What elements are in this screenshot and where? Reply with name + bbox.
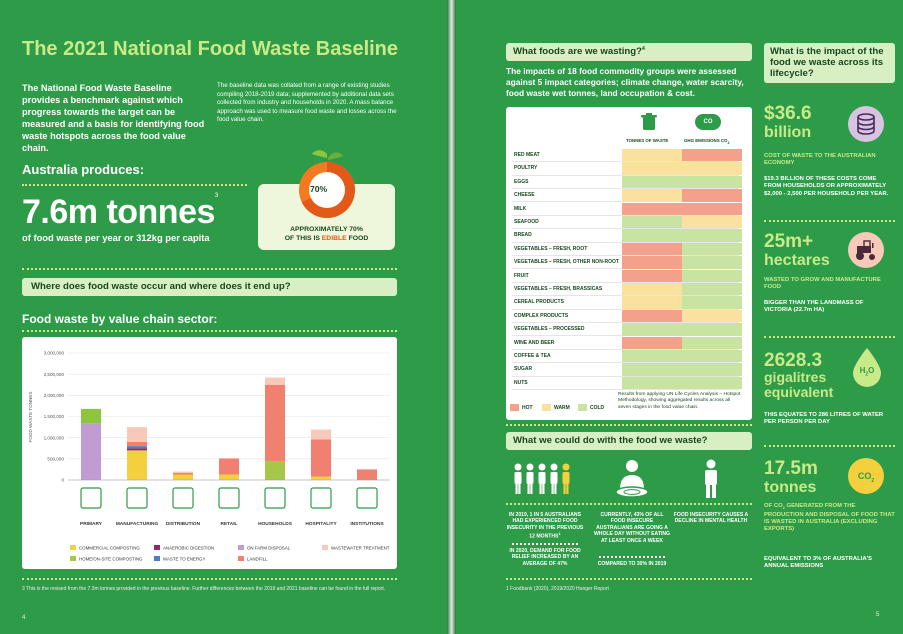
- what-foods-title: What foods are we wasting?: [513, 46, 642, 58]
- co2-unit: tonnes: [764, 479, 817, 496]
- heatmap-cell-tonnes: [622, 189, 682, 201]
- bar-segment: [81, 409, 101, 424]
- legend-label: LANDFILL: [247, 556, 268, 562]
- dotted-divider: [506, 424, 752, 426]
- legend-swatch: [322, 545, 328, 550]
- heatmap-cell-ghg: [682, 216, 742, 228]
- heatmap-row-label: SEAFOOD: [514, 219, 539, 225]
- cost-value: $36.6: [764, 103, 812, 124]
- heatmap-cell-ghg: [682, 162, 742, 174]
- category-icon: [311, 488, 331, 508]
- heatmap-cell-ghg: [682, 363, 742, 375]
- co2-icon: [848, 458, 884, 494]
- heatmap-row-label: VEGETABLES – PROCESSED: [514, 326, 585, 333]
- category-icon: [219, 488, 239, 508]
- heatmap-col-tonnes: TONNES OF WASTE: [626, 138, 669, 143]
- empty-plate-icon: [613, 459, 651, 499]
- legend-swatch-hot: [510, 404, 519, 411]
- category-icon: [265, 488, 285, 508]
- heatmap-cell-tonnes: [622, 229, 682, 241]
- heatmap-row-label: EGGS: [514, 178, 529, 185]
- cost-unit: billion: [764, 124, 812, 141]
- heatmap-cell-ghg: [682, 256, 742, 268]
- category-label: HOSPITALITY: [305, 522, 337, 527]
- heatmap-cell-ghg: [682, 283, 742, 295]
- footnote-marker: 3: [214, 193, 218, 199]
- edible-caption: [258, 225, 395, 243]
- intro-main-text: The National Food Waste Baseline provides a benchmark against which progress towards the target can be measured and a basis for identifying food waste hotspots across the food value chain.: [22, 83, 205, 153]
- heatmap-row: [512, 323, 739, 336]
- land-stat: [764, 232, 830, 270]
- heatmap-cell-ghg: [682, 310, 742, 322]
- cost-text: $19.3 BILLION OF THESE COSTS COME FROM HOUSEHOLDS OR APPROXIMATELY $2,000 - 2,500 PER HOUSEHOLD PER YEAR.: [764, 176, 889, 197]
- heatmap-cell-tonnes: [622, 323, 682, 335]
- legend-swatch: [154, 545, 160, 550]
- edible-caption-line1: APPROXIMATELY 70%: [290, 226, 363, 233]
- heatmap-cell-tonnes: [622, 162, 682, 174]
- heatmap-row-label: VEGETABLES – FRESH, BRASSICAS: [514, 286, 603, 292]
- left-footnote: 3 This is the revised from the 7.3m tonnes provided in the previous baseline. Further differences between the 2019 and 2021 baseline can be found in the full report.: [22, 586, 386, 592]
- edible-food-panel: [258, 184, 395, 250]
- heatmap-cell-tonnes: [622, 203, 682, 215]
- subscript: 2: [727, 140, 730, 145]
- co2-label-start: OF CO: [764, 503, 783, 509]
- legend-swatch-warm: [542, 404, 551, 411]
- total-waste-subtitle: of food waste per year or 312kg per capita: [22, 232, 210, 243]
- subscript: 2: [865, 371, 869, 378]
- water-unit-2: equivalent: [764, 384, 834, 400]
- page-gutter: [447, 0, 456, 634]
- co2-icon-label: [848, 458, 884, 499]
- legend-hot: HOT: [522, 405, 533, 411]
- co2-value: 17.5m: [764, 458, 818, 479]
- dotted-divider: [764, 336, 895, 338]
- heatmap-row-label: RED MEAT: [514, 152, 540, 158]
- page-number-right: 5: [876, 612, 880, 618]
- water-unit: gigalitres: [764, 369, 827, 385]
- dotted-divider: [22, 578, 397, 580]
- page-title: The 2021 National Food Waste Baseline: [22, 38, 399, 60]
- bar-segment: [127, 450, 147, 480]
- heatmap-cell-ghg: [682, 176, 742, 188]
- bar-segment: [81, 424, 101, 480]
- what-we-could-do-banner: What we could do with the food we waste?: [506, 432, 752, 450]
- co2-stat: [764, 459, 818, 497]
- heatmap-cell-tonnes: [622, 350, 682, 362]
- food-insecurity-stat: [506, 512, 584, 540]
- y-tick-label: 500,000: [47, 456, 64, 462]
- co2-cloud-icon: CO: [695, 114, 721, 130]
- cost-label: COST OF WASTE TO THE AUSTRALIAN ECONOMY: [764, 153, 876, 167]
- co2-label-rest: GENERATED FROM THE PRODUCTION AND DISPOSAL OF FOOD THAT IS WASTED IN AUSTRALIA (EXCLUDING EXPORTS): [764, 503, 895, 533]
- value-chain-chart: [22, 337, 397, 569]
- food-relief-stat: IN 2020, DEMAND FOR FOOD RELIEF INCREASED BY AN AVERAGE OF 47%: [509, 548, 581, 567]
- heatmap-cell-ghg: [682, 229, 742, 241]
- mental-health-stat: FOOD INSECURITY CAUSES A DECLINE IN MENTAL HEALTH: [673, 512, 749, 525]
- category-label: RETAIL: [220, 522, 238, 527]
- bar-segment: [265, 461, 285, 480]
- heatmap-row: [512, 337, 739, 350]
- footnote-marker: 1: [558, 531, 561, 537]
- land-value: 25m+: [764, 231, 814, 252]
- y-tick-label: 2,500,000: [43, 371, 64, 377]
- legend-swatch: [238, 545, 244, 550]
- tractor-icon: [848, 232, 884, 268]
- legend-swatch: [154, 556, 160, 561]
- co2-icon-text: CO: [857, 471, 872, 481]
- land-unit: hectares: [764, 252, 830, 269]
- heatmap-row-label: VEGETABLES – FRESH, OTHER NON-ROOT: [514, 259, 619, 266]
- heatmap-row-label: POULTRY: [514, 165, 538, 172]
- co2-label: [764, 503, 895, 534]
- land-text: BIGGER THAN THE LANDMASS OF VICTORIA (22.7m HA): [764, 300, 864, 314]
- h2o-label: [854, 366, 880, 378]
- people-group-icon: [512, 462, 574, 496]
- heatmap-cell-ghg: [682, 337, 742, 349]
- dotted-divider: [764, 220, 895, 222]
- heatmap-cell-tonnes: [622, 296, 682, 308]
- h-letter: H: [859, 366, 866, 375]
- y-tick-label: 0: [61, 477, 64, 483]
- heatmap-row-label: CHEESE: [514, 192, 535, 199]
- heatmap-row: [512, 283, 739, 296]
- heatmap-row-label: SUGAR: [514, 366, 533, 373]
- heatmap-row: [512, 377, 739, 390]
- y-tick-label: 1,500,000: [43, 414, 64, 420]
- heatmap-note: Results from applying UN Life Cycles Analysis – Hotspot Methodology, showing aggregated results across all seven stages in the food value chain.: [618, 392, 741, 410]
- heatmap-row: [512, 270, 739, 283]
- bar-segment: [311, 430, 331, 440]
- edible-highlight: EDIBLE: [321, 235, 347, 242]
- bar-segment: [265, 378, 285, 385]
- left-page: [0, 0, 447, 634]
- heatmap-row: [512, 203, 739, 216]
- coins-icon: [848, 106, 884, 142]
- bar-segment: [127, 446, 147, 448]
- footnote-marker: 4: [642, 46, 645, 52]
- bar-segment: [219, 474, 239, 480]
- y-tick-label: 2,000,000: [43, 392, 64, 398]
- edible-caption-line2: OF THIS IS: [284, 235, 320, 242]
- subscript: 2: [871, 477, 875, 484]
- heatmap-cell-ghg: [682, 296, 742, 308]
- heatmap-row: [512, 296, 739, 309]
- edible-percent: 70%: [310, 184, 328, 194]
- lifecycle-impact-banner: What is the impact of the food we waste across its lifecycle?: [764, 43, 895, 83]
- where-waste-banner: Where does food waste occur and where does it end up?: [22, 278, 397, 296]
- dotted-divider: [506, 578, 752, 580]
- heatmap-row-label: COMPLEX PRODUCTS: [514, 312, 569, 319]
- category-label: MANUFACTURING: [115, 522, 159, 527]
- bar-segment: [173, 472, 193, 473]
- heatmap-row: [512, 189, 739, 202]
- category-icon: [81, 488, 101, 508]
- heatmap-row-label: BREAD: [514, 232, 532, 239]
- legend-label: ON FARM DISPOSAL: [247, 545, 291, 551]
- dotted-divider: [764, 445, 895, 447]
- heatmap-row: [512, 350, 739, 363]
- o-letter: O: [868, 366, 875, 375]
- legend-label: ANAEROBIC DIGESTION: [163, 545, 215, 551]
- day-without-eating-stat: CURRENTLY, 43% OF ALL FOOD INSECURE AUSTRALIANS ARE GOING A WHOLE DAY WITHOUT EATING AT LEAST ONCE A WEEK: [593, 512, 671, 544]
- person-icon: [700, 459, 722, 499]
- bar-segment: [127, 442, 147, 446]
- category-label: PRIMARY: [80, 522, 102, 527]
- heatmap-cell-ghg: [682, 243, 742, 255]
- cost-stat: [764, 104, 812, 142]
- bar-segment: [127, 448, 147, 450]
- y-tick-label: 1,000,000: [43, 435, 64, 441]
- heatmap-cell-tonnes: [622, 310, 682, 322]
- dotted-divider: [22, 184, 247, 186]
- legend-warm: WARM: [554, 405, 570, 411]
- dotted-divider: [512, 543, 578, 545]
- bin-icon: [641, 113, 657, 131]
- commodity-heatmap: [506, 107, 752, 420]
- legend-swatch: [238, 556, 244, 561]
- water-stat: [764, 351, 833, 400]
- bar-segment: [219, 458, 239, 474]
- bar-segment: [127, 427, 147, 442]
- heatmap-cell-tonnes: [622, 149, 682, 161]
- dotted-divider: [599, 556, 665, 558]
- water-value: 2628.3: [764, 350, 823, 371]
- legend-label: WASTEWATER TREATMENT: [331, 545, 390, 551]
- heatmap-row-label: FRUIT: [514, 272, 529, 279]
- heatmap-cell-tonnes: [622, 377, 682, 389]
- category-label: DISTRIBUTION: [165, 522, 201, 527]
- right-page: [456, 0, 903, 634]
- category-label: INSTITUTIONS: [350, 522, 384, 527]
- heatmap-row-label: WINE AND BEER: [514, 339, 555, 346]
- legend-label: COMMERCIAL COMPOSTING: [79, 545, 140, 551]
- dotted-divider: [506, 503, 752, 505]
- legend-label: WASTE TO ENERGY: [163, 556, 206, 562]
- bar-segment: [173, 474, 193, 480]
- heatmap-row-label: NUTS: [514, 379, 528, 386]
- legend-cold: COLD: [590, 405, 605, 411]
- food-insecurity-text: IN 2019, 1 IN 5 AUSTRALIANS HAD EXPERIENCED FOOD INSECURITY IN THE PREVIOUS 12 MONTHS: [506, 512, 584, 540]
- compared-stat: COMPARED TO 30% IN 2019: [597, 561, 667, 567]
- edible-caption-end: FOOD: [348, 235, 369, 242]
- value-chain-chart-svg: [22, 337, 397, 569]
- bar-segment: [173, 473, 193, 475]
- australia-produces-heading: Australia produces:: [22, 162, 145, 177]
- category-icon: [127, 488, 147, 508]
- bar-segment: [357, 469, 377, 480]
- heatmap-row: [512, 229, 739, 242]
- heatmap-row-label: MILK: [514, 205, 527, 212]
- bar-segment: [311, 477, 331, 480]
- heatmap-row: [512, 363, 739, 376]
- heatmap-row-label: CEREAL PRODUCTS: [514, 299, 564, 306]
- bar-segment: [311, 439, 331, 476]
- heatmap-row-label: VEGETABLES – FRESH, ROOT: [514, 245, 588, 252]
- what-foods-intro: The impacts of 18 food commodity groups were assessed against 5 impact categories; climate change, water scarcity, food waste wet tonnes, land occupation & cost.: [506, 66, 744, 98]
- heatmap-row: [512, 149, 739, 162]
- right-footnote: 1 Foodbank (2020), 2019/2020 Hunger Report: [506, 586, 609, 592]
- category-icon: [357, 488, 377, 508]
- heatmap-cell-tonnes: [622, 176, 682, 188]
- legend-swatch: [70, 545, 76, 550]
- heatmap-row-label: COFFEE & TEA: [514, 353, 551, 359]
- legend-swatch: [70, 556, 76, 561]
- heatmap-row: [512, 176, 739, 189]
- heatmap-cell-ghg: [682, 189, 742, 201]
- heatmap-row: [512, 216, 739, 229]
- y-tick-label: 3,000,000: [43, 350, 64, 356]
- heatmap-row: [512, 310, 739, 323]
- heatmap-row: [512, 162, 739, 175]
- legend-label: HOME/ON-SITE COMPOSTING: [79, 556, 143, 562]
- heatmap-cell-ghg: [682, 350, 742, 362]
- heatmap-row: [512, 243, 739, 256]
- dotted-divider: [22, 268, 397, 270]
- category-icon: [173, 488, 193, 508]
- intro-side-text: The baseline data was collated from a range of existing studies compiling 2018-2019 data; supplemented by additional data sets collected from industry and households in 2020. A mass balance approach was used to measure food waste and losses across the food value chain.: [217, 82, 397, 124]
- total-waste-value: 7.6m tonnes: [22, 193, 215, 231]
- legend-swatch-cold: [578, 404, 587, 411]
- heatmap-cell-ghg: [682, 203, 742, 215]
- dotted-divider: [22, 330, 397, 332]
- heatmap-cell-tonnes: [622, 243, 682, 255]
- heatmap-cell-tonnes: [622, 363, 682, 375]
- heatmap-col-ghg-label: GHG EMISSIONS CO: [684, 138, 728, 143]
- heatmap-cell-tonnes: [622, 256, 682, 268]
- heatmap-cell-tonnes: [622, 270, 682, 282]
- heatmap-row: [512, 256, 739, 269]
- y-axis-label: FOOD WASTE TONNES: [28, 391, 33, 443]
- water-text: THIS EQUATES TO 286 LITRES OF WATER PER PERSON PER DAY: [764, 412, 884, 426]
- value-chain-heading: Food waste by value chain sector:: [22, 312, 218, 326]
- heatmap-col-ghg: [684, 138, 729, 145]
- land-label: WASTED TO GROW AND MANUFACTURE FOOD: [764, 277, 881, 291]
- heatmap-cell-tonnes: [622, 337, 682, 349]
- heatmap-cell-ghg: [682, 149, 742, 161]
- category-label: HOUSEHOLDS: [258, 522, 292, 527]
- subscript: 2: [782, 505, 785, 511]
- heatmap-cell-ghg: [682, 270, 742, 282]
- bar-segment: [265, 385, 285, 461]
- co2-text: EQUIVALENT TO 3% OF AUSTRALIA'S ANNUAL EMISSIONS: [764, 556, 872, 570]
- heatmap-cell-ghg: [682, 377, 742, 389]
- what-foods-banner: [506, 43, 752, 61]
- heatmap-cell-tonnes: [622, 283, 682, 295]
- page-number-left: 4: [22, 615, 26, 621]
- total-waste-number: [22, 193, 218, 232]
- heatmap-cell-tonnes: [622, 216, 682, 228]
- heatmap-cell-ghg: [682, 323, 742, 335]
